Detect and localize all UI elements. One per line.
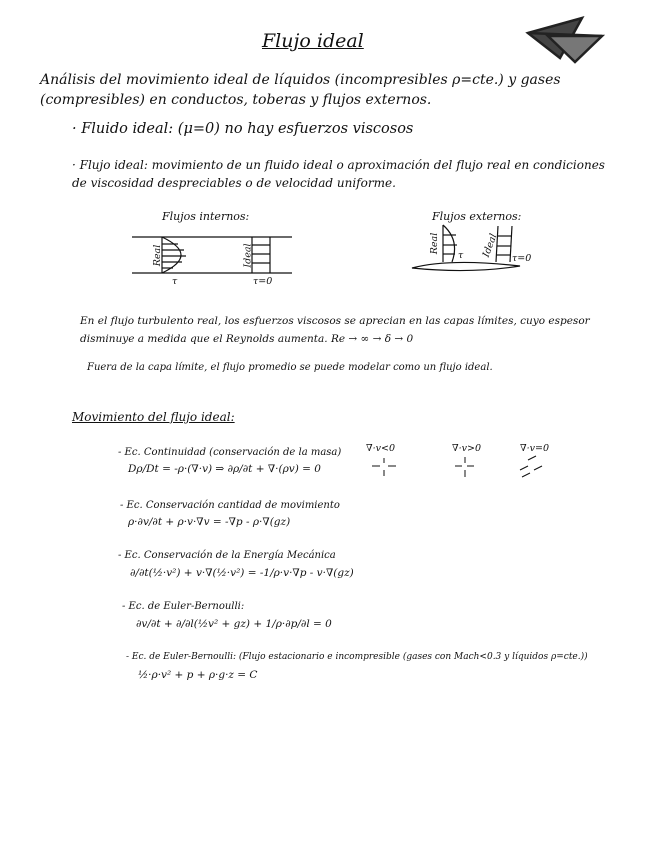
real-label-external: Real xyxy=(429,232,441,255)
eq-bernoulli-steady: ½·ρ·v² + p + ρ·g·z = C xyxy=(138,669,258,681)
ideal-label-internal: Ideal xyxy=(242,243,254,268)
eq-continuity: Dρ/Dt = -ρ·(∇·v) ⇒ ∂ρ/∂t + ∇·(ρv) = 0 xyxy=(128,463,321,475)
tau-zero-label-external: τ=0 xyxy=(512,253,532,264)
triangle-logo xyxy=(528,18,602,62)
div-zero-label: ∇·v=0 xyxy=(520,443,550,454)
eq-energy: ∂/∂t(½·v²) + v·∇(½·v²) = -1/ρ·v·∇p - v·∇(gz) xyxy=(130,567,354,579)
intro-paragraph: Análisis del movimiento ideal de líquidos (incompresibles ρ=cte.) y gases (compresibles) en conductos, toberas y flujos externos. xyxy=(40,72,561,108)
page-title: Flujo ideal xyxy=(262,30,364,52)
ideal-label-external: Ideal xyxy=(480,232,500,259)
internal-flow-label: Flujos internos: xyxy=(162,210,250,223)
section-title: Movimiento del flujo ideal: xyxy=(72,410,235,424)
eq-energy-label: - Ec. Conservación de la Energía Mecánica xyxy=(118,550,336,561)
divergence-sketches xyxy=(372,456,542,477)
eq-continuity-label: - Ec. Continuidad (conservación de la masa) xyxy=(118,447,342,458)
boundary-layer-paragraph: Fuera de la capa límite, el flujo promedio se puede modelar como un flujo ideal. xyxy=(87,362,493,373)
tau-zero-label-internal: τ=0 xyxy=(253,276,273,287)
external-flow-label: Flujos externos: xyxy=(432,210,522,223)
eq-euler-bernoulli-label: - Ec. de Euler-Bernoulli: xyxy=(122,601,245,612)
eq-momentum: ρ·∂v/∂t + ρ·v·∇v = -∇p - ρ·∇(gz) xyxy=(128,516,291,528)
eq-euler-bernoulli: ∂v/∂t + ∂/∂l(½v² + gz) + 1/ρ·∂p/∂l = 0 xyxy=(136,618,332,630)
external-flow-diagram xyxy=(412,225,520,271)
div-neg-label: ∇·v<0 xyxy=(366,443,396,454)
eq-momentum-label: - Ec. Conservación cantidad de movimiento xyxy=(120,500,340,511)
bullet-fluido-ideal: · Fluido ideal: (μ=0) no hay esfuerzos viscosos xyxy=(72,121,414,137)
tau-label-external: τ xyxy=(458,250,464,261)
div-pos-label: ∇·v>0 xyxy=(452,443,482,454)
turbulent-paragraph: En el flujo turbulento real, los esfuerzos viscosos se aprecian en las capas límites, cuyo espesor disminuye a medida que el Reynolds aumenta. Re → ∞ → δ → 0 xyxy=(80,315,590,345)
tau-label-internal: τ xyxy=(172,276,178,287)
bullet-flujo-ideal: · Flujo ideal: movimiento de un fluido ideal o aproximación del flujo real en condiciones de viscosidad despreciables o de velocidad uniforme. xyxy=(72,158,605,190)
eq-bernoulli-steady-label: - Ec. de Euler-Bernoulli: (Flujo estacionario e incompresible (gases con Mach<0.3 y líquidos ρ=cte.)) xyxy=(126,652,588,662)
real-label-internal: Real xyxy=(152,244,164,267)
